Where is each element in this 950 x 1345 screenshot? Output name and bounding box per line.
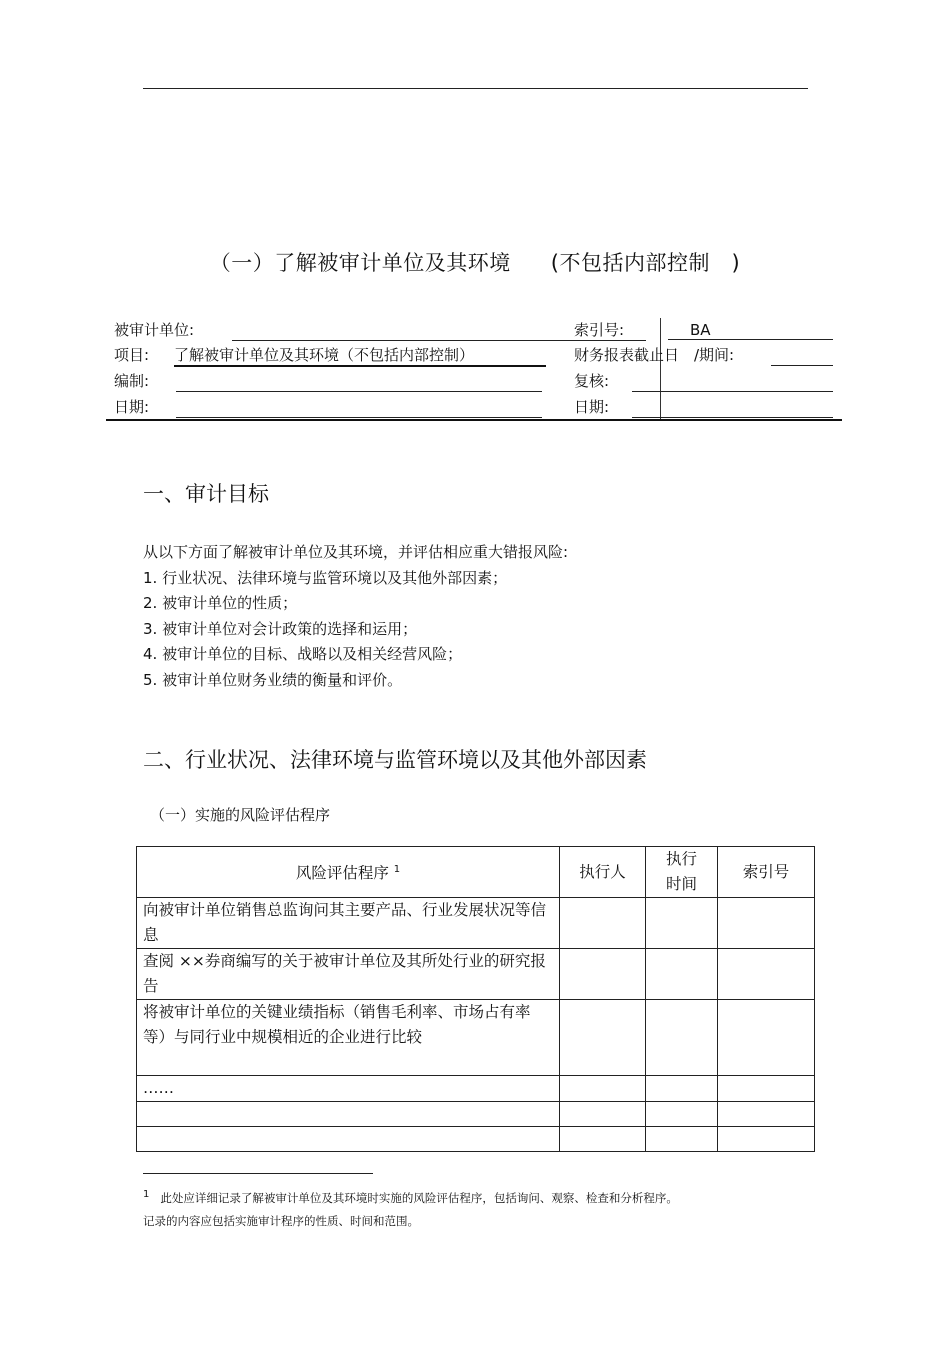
title-paren: (不包括内部控制 ) [550, 251, 741, 275]
footnote-line-2: 记录的内容应包括实施审计程序的性质、时间和范围。 [143, 1213, 419, 1228]
table-row [137, 1000, 815, 1076]
footnote-ref: 1 [393, 864, 401, 876]
table-row [137, 898, 815, 949]
procedure-cell: 向被审计单位销售总监询问其主要产品、行业发展状况等信息 [137, 898, 560, 949]
table-row [137, 1076, 815, 1102]
procedure-cell: 查阅 ××券商编写的关于被审计单位及其所处行业的研究报告 [137, 949, 560, 1000]
review-date-field[interactable] [632, 397, 833, 418]
section2-heading: 二、行业状况、法律环境与监管环境以及其他外部因素 [143, 748, 647, 772]
executor-cell[interactable] [560, 1076, 646, 1102]
objective-item: 3. 被审计单位对会计政策的选择和运用； [143, 619, 418, 638]
prepared-field[interactable] [176, 371, 542, 392]
index-label: 索引号: [574, 321, 625, 339]
project-field[interactable]: 了解被审计单位及其环境（不包括内部控制） [174, 345, 546, 367]
executor-cell[interactable] [560, 1000, 646, 1076]
procedure-cell: …… [137, 1076, 560, 1102]
review-field[interactable] [632, 371, 833, 392]
footnote-rule [143, 1173, 373, 1174]
prepared-label: 编制: [114, 372, 150, 390]
subsection-heading: （一）实施的风险评估程序 [150, 806, 331, 824]
index-cell[interactable] [718, 1000, 815, 1076]
executor-cell[interactable] [560, 898, 646, 949]
time-cell[interactable] [646, 898, 718, 949]
objective-item: 1. 行业状况、法律环境与监管环境以及其他外部因素； [143, 568, 508, 587]
header-procedure: 风险评估程序 $^1$ [137, 847, 560, 898]
period-label: 财务报表截止日 /期间: [574, 346, 735, 364]
project-label: 项目: [114, 346, 150, 364]
index-cell[interactable] [718, 1127, 815, 1152]
objective-item: 2. 被审计单位的性质； [143, 594, 298, 612]
date-label: 日期: [114, 398, 150, 416]
time-cell[interactable] [646, 1076, 718, 1102]
index-cell[interactable] [718, 898, 815, 949]
entity-label: 被审计单位: [114, 321, 195, 339]
risk-procedure-table [136, 846, 815, 1152]
executor-cell[interactable] [560, 949, 646, 1000]
time-cell[interactable] [646, 1000, 718, 1076]
executor-cell[interactable] [560, 1102, 646, 1127]
header-index: 索引号 [718, 847, 815, 898]
procedure-cell[interactable] [137, 1102, 560, 1127]
procedure-cell[interactable] [137, 1127, 560, 1152]
time-cell[interactable] [646, 1102, 718, 1127]
top-rule [143, 88, 808, 89]
review-date-label: 日期: [574, 398, 610, 416]
title-main: （一）了解被审计单位及其环境 [209, 251, 511, 275]
index-cell[interactable] [718, 949, 815, 1000]
section1-heading: 一、审计目标 [143, 482, 269, 506]
index-cell[interactable] [718, 1076, 815, 1102]
info-bottom-rule [106, 419, 842, 421]
section1-intro: 从以下方面了解被审计单位及其环境，并评估相应重大错报风险: [143, 543, 569, 561]
table-header-row [137, 847, 815, 898]
footnote-line-1: 此处应详细记录了解被审计单位及其环境时实施的风险评估程序，包括询问、观察、检查和分析程序。 [160, 1190, 678, 1205]
objective-item: 4. 被审计单位的目标、战略以及相关经营风险； [143, 645, 463, 663]
time-cell[interactable] [646, 949, 718, 1000]
table-row [137, 1102, 815, 1127]
index-field[interactable]: BA [668, 320, 833, 340]
footnote-marker: 1 [143, 1189, 150, 1200]
executor-cell[interactable] [560, 1127, 646, 1152]
header-time: 执行时间 [646, 847, 718, 898]
table-row [137, 1127, 815, 1152]
section1-body [143, 540, 568, 693]
index-cell[interactable] [718, 1102, 815, 1127]
workpaper-info-block [106, 318, 842, 420]
procedure-cell: 将被审计单位的关键业绩指标（销售毛利率、市场占有率等）与同行业中规模相近的企业进行比较 [137, 1000, 560, 1076]
footnote [143, 1183, 843, 1233]
table-row [137, 949, 815, 1000]
document-title [0, 247, 950, 277]
date-field[interactable] [176, 397, 542, 418]
header-executor: 执行人 [560, 847, 646, 898]
time-cell[interactable] [646, 1127, 718, 1152]
objective-item: 5. 被审计单位财务业绩的衡量和评价。 [143, 670, 403, 689]
review-label: 复核: [574, 372, 610, 390]
period-field[interactable] [771, 345, 833, 366]
